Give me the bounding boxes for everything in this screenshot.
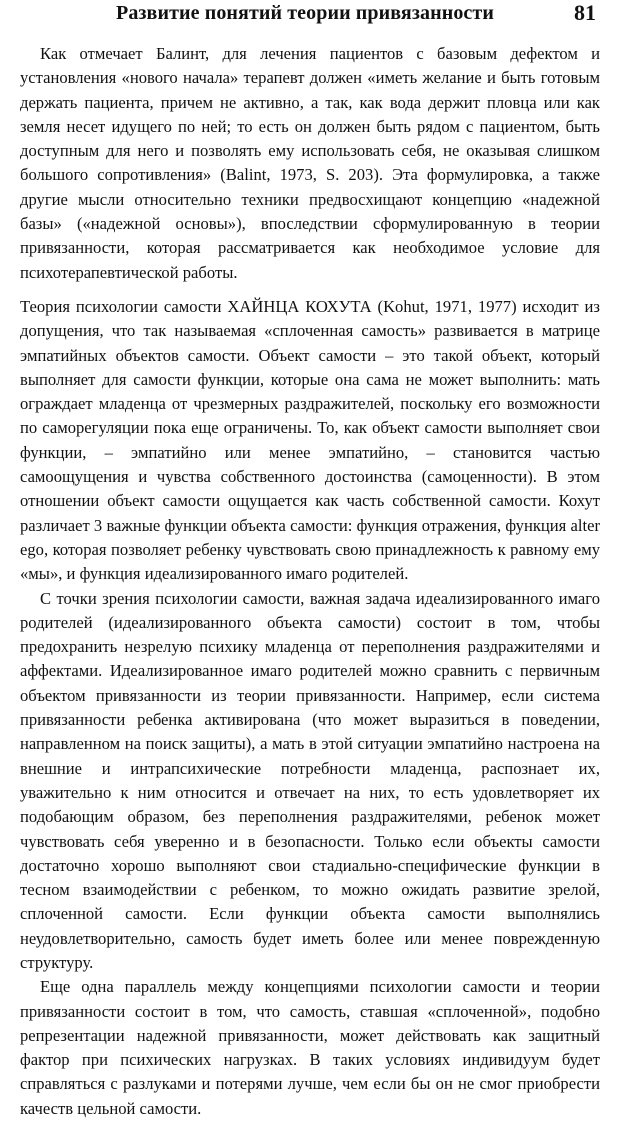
paragraph: Теория психологии самости ХАЙНЦА КОХУТА (Kohut, 1971, 1977) исходит из допущения, что так называемая «сплоченная самость» развивается в матрице эмпатийных объектов самости. Объект самости – это такой объект, который выполняет для самости функции, которые она сама не может выполнить: мать ограждает младенца от чрезмерных раздражителей, поскольку его возможности по саморегуляции пока еще ограничены. То, как объект самости выполняет свои функции, – эмпатийно или менее эмпатийно, – становится частью самоощущения и чувства собственного достоинства (самоценности). В этом отношении объект самости ощущается как часть собственной самости. Кохут различает 3 важные функции объекта самости: функция отражения, функция alter ego, которая позволяет ребенку чувствовать свою принадлежность к равному ему «мы», и функция идеализированного имаго родителей.	[20, 296, 600, 584]
page-number: 81	[574, 0, 596, 25]
header-title: Развитие понятий теории привязанности	[116, 2, 494, 24]
paragraph: Как отмечает Балинт, для лечения пациентов с базовым дефектом и установления «нового начала» терапевт должен «иметь желание и быть готовым держать пациента, причем не активно, а так, как вода держит пловца или как земля несет идущего по ней; то есть он должен быть рядом с пациентом, быть доступным для него и позволять ему использовать себя, не оказывая слишком большого сопротивления» (Balint, 1973, S. 203). Эта формулировка, а также другие мысли относительно техники предвосхищают концепцию «надежной базы» («надежной основы»), впоследствии сформулированную в теории привязанности, которая рассматривается как необходимое условие для психотерапевтической работы.	[20, 44, 600, 282]
paragraph: С точки зрения психологии самости, важная задача идеализированного имаго родителей (идеализированного объекта самости) состоит в том, чтобы предохранить незрелую психику младенца от переполнения раздражителями и аффектами. Идеализированное имаго родителей можно сравнить с первичным объектом привязанности из теории привязанности. Например, если система привязанности ребенка активирована (что может выразиться в поведении, направленном на поиск защиты), а мать в этой ситуации эмпатийно настроена на внешние и интрапсихические потребности младенца, распознает их, уважительно к ним относится и отвечает на них, то есть удовлетворяет их подобающим образом, без переполнения раздражителями, ребенок может чувствовать себя уверенно и в безопасности. Только если объекты самости достаточно хорошо выполняют свои стадиально-специфические функции в тесном взаимодействии с ребенком, то можно ожидать развитие зрелой, сплоченной самости. Если функции объекта самости выполнялись неудовлетворительно, самость будет иметь более или менее поврежденную структуру.	[20, 588, 600, 972]
paragraph: Еще одна параллель между концепциями психологии самости и теории привязанности состоит в том, что самость, ставшая «сплоченной», подобно репрезентации надежной привязанности, может действовать как защитный фактор при психических нагрузках. В таких условиях индивидуум будет справляться с разлуками и потерями лучше, чем если бы он не смог приобрести качеств цельной самости.	[20, 977, 600, 1118]
body-text	[20, 42, 600, 1121]
running-header	[20, 0, 600, 30]
